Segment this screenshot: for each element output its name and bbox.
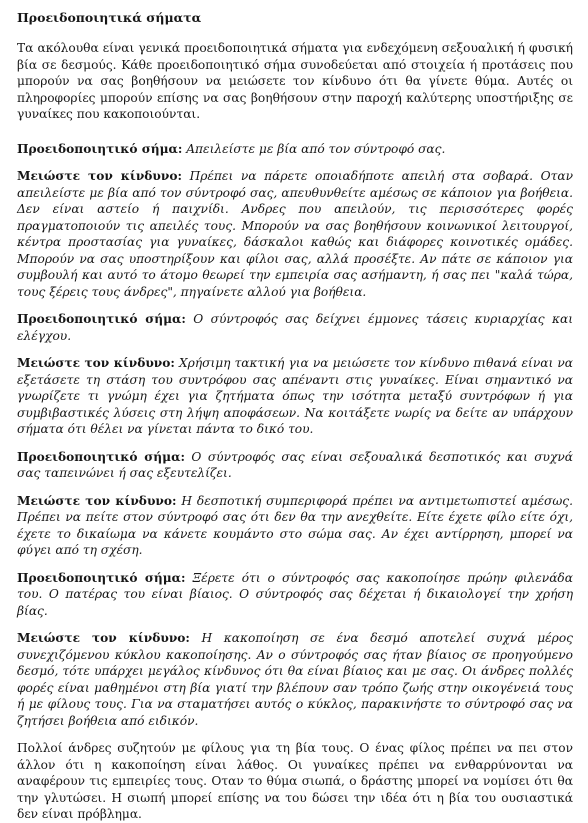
warning-sign-text: Ξέρετε ότι ο σύντροφός σας κακοποίησε πρώην φιλενάδα του. Ο πατέρας του είναι βίαιος. Ο σύντροφός σας δέχεται ή δικαιολογεί την χρήση βίας. [17, 570, 574, 618]
warning-sign-label: Προειδοποιητικό σήμα: [17, 570, 186, 585]
warning-sign-4 [17, 570, 573, 620]
closing-text: Πολλοί άνδρες συζητούν με φίλους για τη βία τους. Ο ένας φίλος πρέπει να πει στον άλλον ότι η κακοποίηση είναι λάθος. Οι γυναίκες πρέπει να ενθαρρύνονται να αναφέρουν τις εμπειρίες τους. Οταν το θύμα σιωπά, ο δράστης μπορεί να νομίσει ότι θα την γλυτώσει. Η σιωπή μπορεί επίσης να του δώσει την ιδέα ότι η βία του ουσιαστικά δεν είναι πρόβλημα. [17, 741, 573, 821]
reduce-risk-label: Μειώστε τον κίνδυνο: [17, 169, 182, 183]
reduce-risk-4 [17, 630, 573, 729]
reduce-risk-3 [17, 493, 573, 559]
reduce-risk-text: Η κακοποίηση σε ένα δεσμό αποτελεί συχνά μέρος συνεχιζόμενου κύκλου κακοποίησης. Αν ο σύντροφός σας ήταν βίαιος σε προηγούμενο δεσμό, τότε υπάρχει μεγάλος κίνδυνος ότι θα είναι βίαιος και με σας. Οι άνδρες πολλές φορές είναι μαθημένοι στη βία γιατί την βλέπουν σαν τρόπο ζωής στην οικογένειά τους ή με φίλους τους. Για να σταματήσει αυτός ο κύκλος, παρακινήστε το σύντροφό σας να ζητήσει βοήθεια από ειδικόν. [17, 631, 573, 728]
warning-sign-label: Προειδοποιητικό σήμα: [17, 141, 183, 156]
warning-sign-text: Ο σύντροφός σας δείχνει έμμονες τάσεις κυριαρχίας και ελέγχου. [17, 312, 574, 343]
reduce-risk-label: Μειώστε τον κίνδυνο: [17, 493, 177, 508]
warning-sign-3 [17, 449, 573, 482]
warning-sign-text: Ο σύντροφός σας είναι σεξουαλικά δεσποτικός και συχνά σας ταπεινώνει ή σας εξευτελίζει. [17, 449, 573, 480]
reduce-risk-label: Μειώστε τον κίνδυνο: [17, 356, 175, 370]
reduce-risk-2 [17, 355, 573, 438]
intro-paragraph: Τα ακόλουθα είναι γενικά προειδοποιητικά σήματα για ενδεχόμενη σεξουαλική ή φυσική βία σε δεσμούς. Κάθε προειδοποιητικό σήμα συνοδεύεται από στοιχεία ή προτάσεις που μπορούν να σας βοηθήσουν να μειώσετε τον κίνδυνο ότι θα γίνετε θύμα. Αυτές οι πληροφορίες μπορούν επίσης να σας βοηθήσουν στην παροχή καλύτερης υποστήριξης σε γυναίκες που κακοποιούνται. [17, 41, 573, 121]
warning-sign-1 [17, 141, 573, 158]
reduce-risk-text: Πρέπει να πάρετε οποιαδήποτε απειλή στα σοβαρά. Οταν απειλείστε με βία από τον σύντροφό σας, απευθυνθείτε αμέσως σε κάποιον για βοήθεια. Δεν είναι αστείο ή παιχνίδι. Ανδρες που απειλούν, τις περισσότερες φορές πραγματοποιούν τις απειλές τους. Μπορούν να σας βοηθήσουν κοινωνικοί λειτουργοί, κέντρα προστασίας για γυναίκες, δάσκαλοι καθώς και διάφορες κοινοτικές ομάδες. Μπορούν να σας υποστηρίξουν και φίλοι σας, αλλά προσέξτε. Αν πάτε σε κάποιον για συμβουλή και αυτό το άτομο θεωρεί την εμπειρία σας ασήμαντη, ή σας πει "καλά τώρα, τους ξέρεις τους άνδρες", πηγαίνετε αλλού για βοήθεια. [17, 169, 573, 299]
warning-sign-text: Απειλείστε με βία από τον σύντροφό σας. [186, 141, 446, 156]
document-title: Προειδοποιητικά σήματα [17, 10, 202, 25]
closing-paragraph [17, 740, 573, 823]
reduce-risk-text: Η δεσποτική συμπεριφορά πρέπει να αντιμετωπιστεί αμέσως. Πρέπει να πείτε στον σύντροφό σας ότι δεν θα την ανεχθείτε. Είτε έχετε φίλο είτε όχι, έχετε το δικαίωμα να κάνετε κουμάντο στο σώμα σας. Αν έχει αντίρρηση, μπορεί να φύγει από τη σχέση. [17, 493, 573, 557]
reduce-risk-label: Μειώστε τον κίνδυνο: [17, 631, 190, 645]
reduce-risk-1 [17, 168, 573, 300]
warning-sign-label: Προειδοποιητικό σήμα: [17, 449, 185, 464]
warning-sign-label: Προειδοποιητικό σήμα: [17, 312, 186, 326]
reduce-risk-text: Χρήσιμη τακτική για να μειώσετε τον κίνδυνο πιθανά είναι να εξετάσετε τη στάση του συντρόφου σας απέναντι στις γυναίκες. Είναι σημαντικό να γνωρίζετε τι γνώμη έχει για ζητήματα όπως την ισότητα μεταξύ συντρόφων ή για συμβιβαστικές λύσεις στη λήψη αποφάσεων. Να κοιτάξετε νωρίς να δείτε αν υπάρχουν σήματα ότι θέλει να γίνεται πάντα το δικό του. [17, 356, 573, 436]
warning-sign-2 [17, 311, 573, 344]
